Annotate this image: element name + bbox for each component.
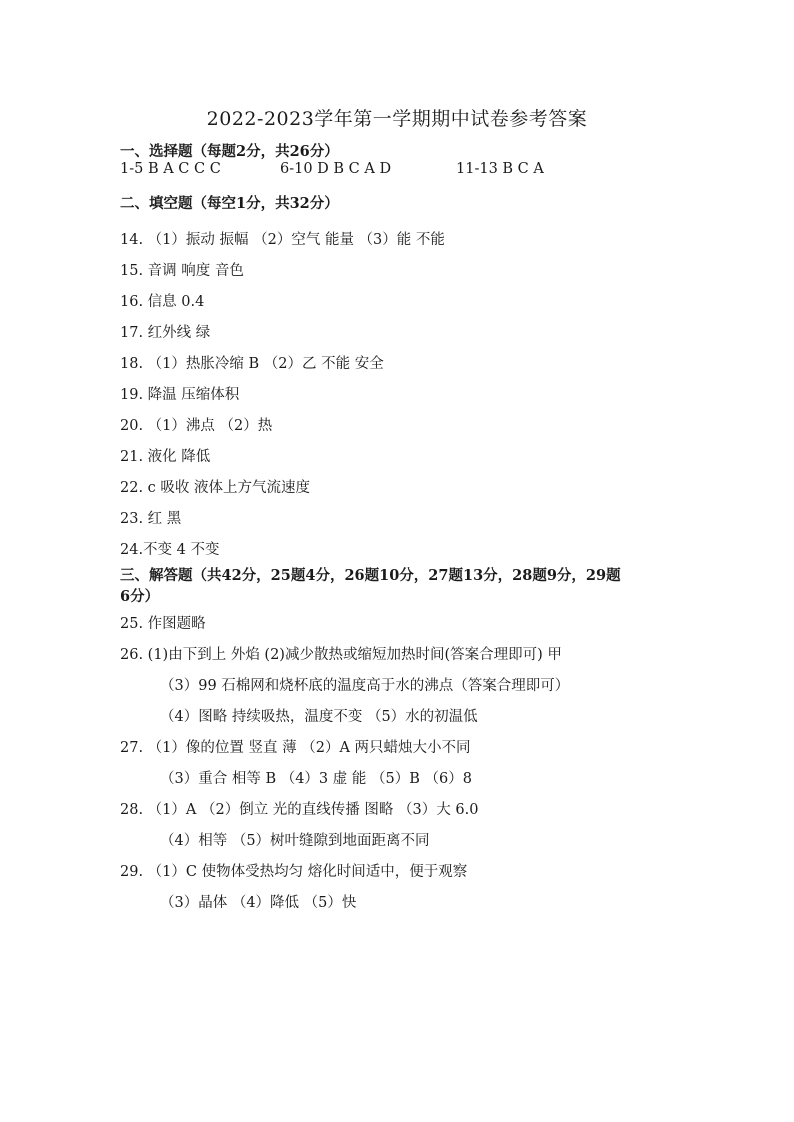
page-title: 2022-2023学年第一学期期中试卷参考答案: [206, 108, 588, 130]
mc-answers-6-10: 6-10 D B C A D: [280, 161, 392, 177]
answer-line-18: 18. （1）热胀冷缩 B （2）乙 不能 安全: [120, 356, 384, 372]
answer-line-28: 28. （1）A （2）倒立 光的直线传播 图略 （3）大 6.0: [120, 802, 479, 818]
answer-line-16: 16. 信息 0.4: [120, 294, 205, 310]
answer-line-17: 17. 红外线 绿: [120, 325, 211, 341]
answer-line-28-part4: （4）相等 （5）树叶缝隙到地面距离不同: [160, 833, 430, 849]
answer-line-29: 29. （1）C 使物体受热均匀 熔化时间适中，便于观察: [120, 864, 468, 880]
answer-line-27-part3: （3）重合 相等 B （4）3 虚 能 （5）B （6）8: [160, 771, 472, 787]
answer-line-25: 25. 作图题略: [120, 616, 206, 632]
answer-line-27: 27. （1）像的位置 竖直 薄 （2）A 两只蜡烛大小不同: [120, 740, 471, 756]
answer-line-21: 21. 液化 降低: [120, 449, 211, 465]
section-heading-fill-in: 二、填空题（每空1分，共32分）: [120, 195, 339, 212]
section-heading-solutions-cont: 6分）: [120, 588, 160, 605]
mc-answers-1-5: 1-5 B A C C C: [120, 161, 221, 177]
answer-line-20: 20. （1）沸点 （2）热: [120, 418, 273, 434]
mc-answers-11-13: 11-13 B C A: [456, 161, 544, 177]
answer-line-23: 23. 红 黑: [120, 511, 182, 527]
answer-line-22: 22. c 吸收 液体上方气流速度: [120, 480, 311, 496]
answer-line-26-part4: （4）图略 持续吸热，温度不变 （5）水的初温低: [160, 709, 478, 725]
answer-line-29-part3: （3）晶体 （4）降低 （5）快: [160, 895, 357, 911]
answer-line-26-part3: （3）99 石棉网和烧杯底的温度高于水的沸点（答案合理即可）: [160, 678, 570, 694]
section-heading-multiple-choice: 一、选择题（每题2分，共26分）: [120, 143, 339, 160]
answer-line-19: 19. 降温 压缩体积: [120, 387, 240, 403]
answer-line-26: 26. (1)由下到上 外焰 (2)减少散热或缩短加热时间(答案合理即可) 甲: [120, 647, 562, 663]
section-heading-solutions: 三、解答题（共42分，25题4分，26题10分，27题13分，28题9分，29题: [120, 567, 621, 584]
answer-line-24: 24.不变 4 不变: [120, 542, 220, 558]
answer-line-15: 15. 音调 响度 音色: [120, 263, 244, 279]
answer-line-14: 14. （1）振动 振幅 （2）空气 能量 （3）能 不能: [120, 232, 445, 248]
